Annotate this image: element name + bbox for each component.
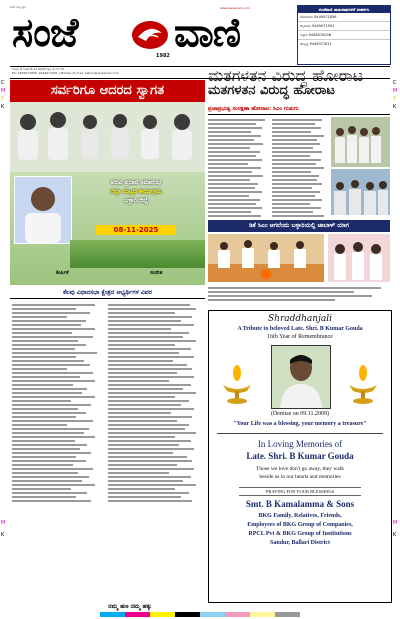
ad-contact-row: ಬಳ್ಳಾರಿ 9448070008	[298, 31, 390, 40]
event-line: ಜಿಲ್ಲಾ ಮಟ್ಟದ ಕಾರ್ಯಕ್ರಮ	[110, 188, 162, 195]
banner-event-box	[76, 178, 196, 222]
tribute-verse: Those we love don't go away, they walk	[256, 466, 344, 472]
tribute-verse: beside as in our hearts and memories	[259, 474, 341, 480]
tribute-memory-name: Late. Shri. B Kumar Gouda	[246, 451, 354, 461]
banner-date-ribbon: 08-11-2025	[96, 225, 176, 235]
masthead-year: 1982	[156, 53, 170, 59]
list-heading: ಕೆಲವು ವಿಧಾನಸಭಾ ಕ್ಷೇತ್ರದ ಅಭ್ಯರ್ಥಿಗಳ ವಿವರ	[10, 288, 205, 299]
banner-headline: ಸರ್ವರಿಗೂ ಆದರದ ಸ್ವಾಗತ	[10, 80, 205, 102]
second-photo-ritual	[208, 234, 324, 282]
tribute-from-line: BKG Family, Relatives, Friends,	[258, 513, 342, 519]
banner-portrait	[14, 176, 72, 244]
oil-lamp-icon	[343, 363, 383, 405]
candidate-list-col-1	[12, 302, 104, 602]
lead-body-col-1	[208, 117, 268, 217]
lead-subhead: ಪ್ರಜಾಪ್ರಭುತ್ವ ಸಂರಕ್ಷಣಾ ಹೋರಾಟ: ಸಿಎಂ ಗುಡುಗು	[208, 104, 390, 115]
second-headline: ಡಿಕೆ ಸಿಎಂ ಆಗಲೆಂದು ಬಳ್ಳಾರಿಯಲ್ಲಿ ಜಾಬಾಳ್ ಯಾಗ	[208, 220, 390, 232]
banner-politicians-photo	[10, 102, 205, 172]
candidate-list-col-2	[108, 302, 204, 602]
banner-caption-right: ಸಂದೇಶ	[150, 270, 163, 276]
ad-contact-heading: ಸಂಜೆವಾಣಿ ಜಾಹೀರಾತುಗಳಿಗೆ ಸಂಪರ್ಕಿಸಿ	[298, 6, 390, 13]
tribute-from-line: RPCL Pvt & BKG Group of Institutions	[248, 531, 352, 537]
second-body	[208, 285, 390, 305]
tribute-memory-heading: In Loving Memories of	[257, 439, 343, 449]
ad-contact-box	[297, 5, 391, 65]
left-banner	[10, 80, 205, 285]
tribute-praying: PRAYING FOR YOUR BLESSINGS	[239, 487, 361, 496]
color-calibration-bar	[100, 612, 300, 617]
banner-field-image	[70, 240, 205, 268]
lead-headline-box	[208, 80, 390, 102]
masthead-title-left: ಸಂಜೆ	[12, 9, 78, 56]
dateline: ಸಂಪುಟ 8 ಸಂಚಿಕೆ 8-11-2025 ಪುಟ 4 ಬೆಲೆ ₹2	[12, 67, 65, 71]
lead-body-col-2	[272, 117, 328, 217]
tribute-demise: (Demise on 09.11.2009)	[270, 411, 330, 417]
tribute-portrait	[271, 345, 331, 409]
tribute-from-line: Sandur, Ballari District	[270, 540, 330, 546]
tribute-ad	[208, 310, 392, 603]
second-photo-group	[328, 234, 390, 282]
masthead-logo	[130, 19, 170, 51]
footer-caption: ನಮ್ಮ ಹಣ ನಮ್ಮ ಹಕ್ಕು	[108, 603, 152, 610]
event-line: ಪದವಿ ಪ್ರದಾನ ಸಮಾರಂಭ	[110, 179, 162, 186]
tribute-quote: "Your Life was a blessing, your memory a treasure"	[233, 421, 367, 427]
lead-headline-text: ಮತಗಳತನ ವಿರುದ್ಧ ಹೋರಾಟ	[208, 83, 335, 98]
tribute-line1: A Tribute to beloved Late. Shri. B Kumar Gouda	[237, 326, 363, 332]
tribute-divider	[217, 433, 383, 434]
masthead-title-right: ವಾಣಿ	[174, 9, 241, 56]
tribute-script-title: Shraddhanjali	[267, 314, 333, 324]
tribute-from-name: Smt. B Kamalamma & Sons	[245, 499, 355, 509]
tribute-from-line: Employees of BKG Group of Companies,	[247, 522, 353, 528]
lead-photo-crowd	[331, 169, 390, 215]
registration-marks: C M Y K M K	[1, 80, 6, 538]
ad-contact-row: ಹುಬ್ಬಳ್ಳಿ 9449071811	[300, 42, 332, 46]
oil-lamp-icon	[217, 363, 257, 405]
ad-contact-row: ಮೈಸೂರು 9449071991	[298, 22, 390, 31]
tribute-remembrance: 16th Year of Remembrance	[267, 334, 333, 340]
ad-contact-row: ಬೆಂಗಳೂರು 9449071856	[298, 13, 390, 22]
contact-line: Ph: 9449071856, 9449071991 | Mobile | E-mail: belluri@sanjevani.com	[12, 71, 119, 75]
registration-marks-right: C M Y K M K	[393, 80, 398, 538]
banner-caption-left: ಶೀರ್ಷಿಕೆ	[56, 270, 69, 276]
lead-photo-rally	[331, 117, 390, 167]
event-line: ಬಳ್ಳಾರಿ ಜಿಲ್ಲೆ	[124, 197, 148, 204]
masthead-website: www.sanjevani.com	[220, 6, 250, 10]
masthead-tagline: ಜನರ ಸುದ್ದಿ ಧ್ವನಿ	[10, 5, 27, 9]
